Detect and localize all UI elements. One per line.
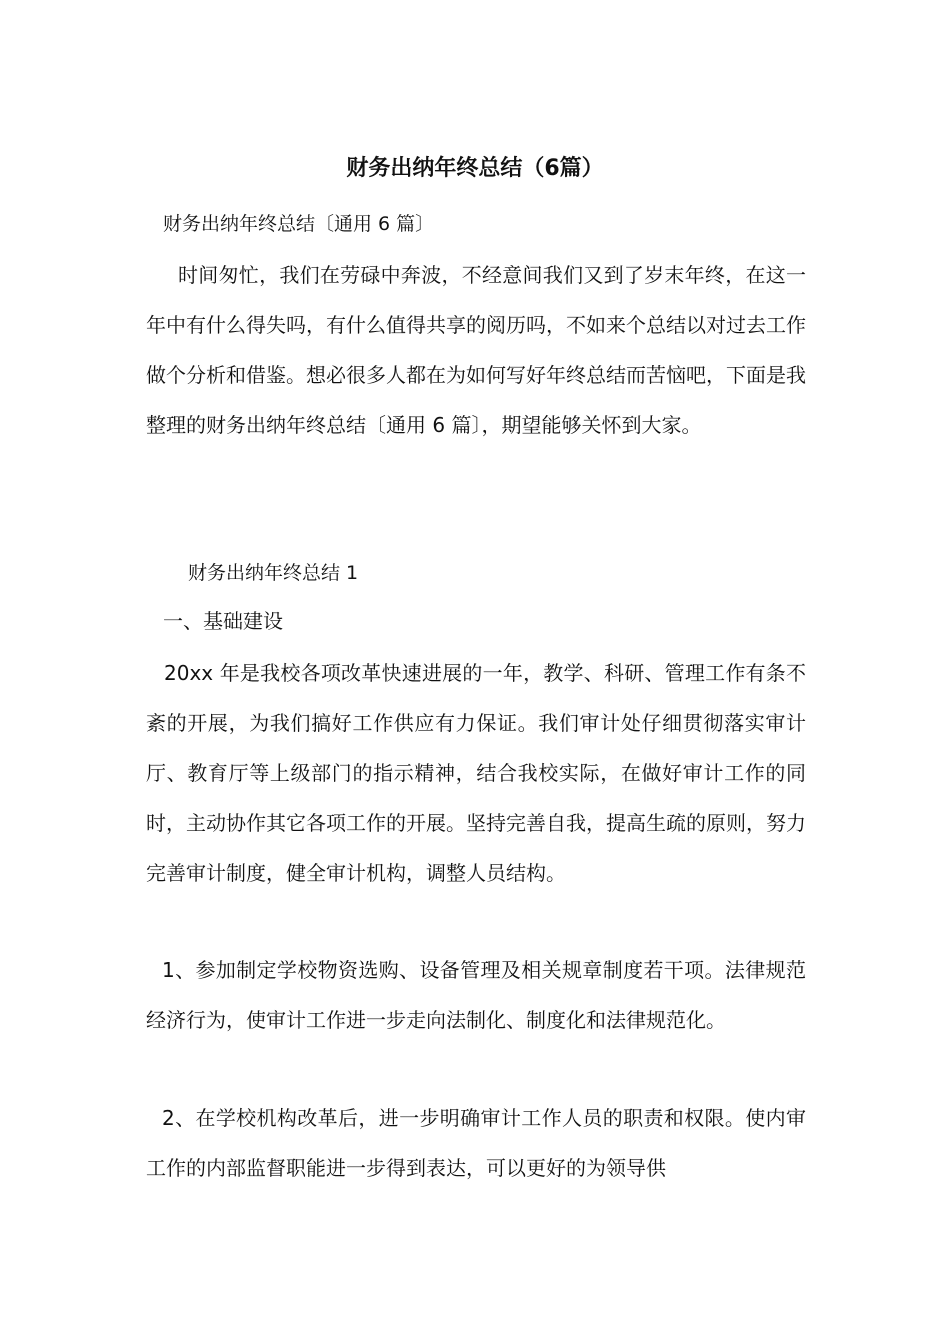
- document-subtitle: 财务出纳年终总结〔通用 6 篇〕: [163, 213, 435, 235]
- section-heading: 一、基础建设: [163, 609, 283, 633]
- body-paragraph: 20xx 年是我校各项改革快速进展的一年，教学、科研、管理工作有条不紊的开展，为我们搞好工作供应有力保证。我们审计处仔细贯彻落实审计厅、教育厅等上级部门的指示精神，结合我校实际，在做好审计工作的同时，主动协作其它各项工作的开展。坚持完善自我，提高生疏的原则，努力完善审计制度，健全审计机构，调整人员结构。: [146, 661, 806, 885]
- section-title: 财务出纳年终总结 1: [188, 562, 359, 584]
- list-item-1: 1、参加制定学校物资选购、设备管理及相关规章制度若干项。法律规范经济行为，使审计工作进一步走向法制化、制度化和法律规范化。: [146, 958, 806, 1032]
- list-item-2: 2、在学校机构改革后，进一步明确审计工作人员的职责和权限。使内审工作的内部监督职能进一步得到表达，可以更好的为领导供: [146, 1106, 806, 1180]
- document-title: 财务出纳年终总结（6篇）: [346, 156, 604, 181]
- intro-paragraph: 时间匆忙，我们在劳碌中奔波，不经意间我们又到了岁末年终，在这一年中有什么得失吗，有什么值得共享的阅历吗，不如来个总结以对过去工作做个分析和借鉴。想必很多人都在为如何写好年终总结而苦恼吧，下面是我整理的财务出纳年终总结〔通用 6 篇〕，期望能够关怀到大家。: [146, 263, 806, 437]
